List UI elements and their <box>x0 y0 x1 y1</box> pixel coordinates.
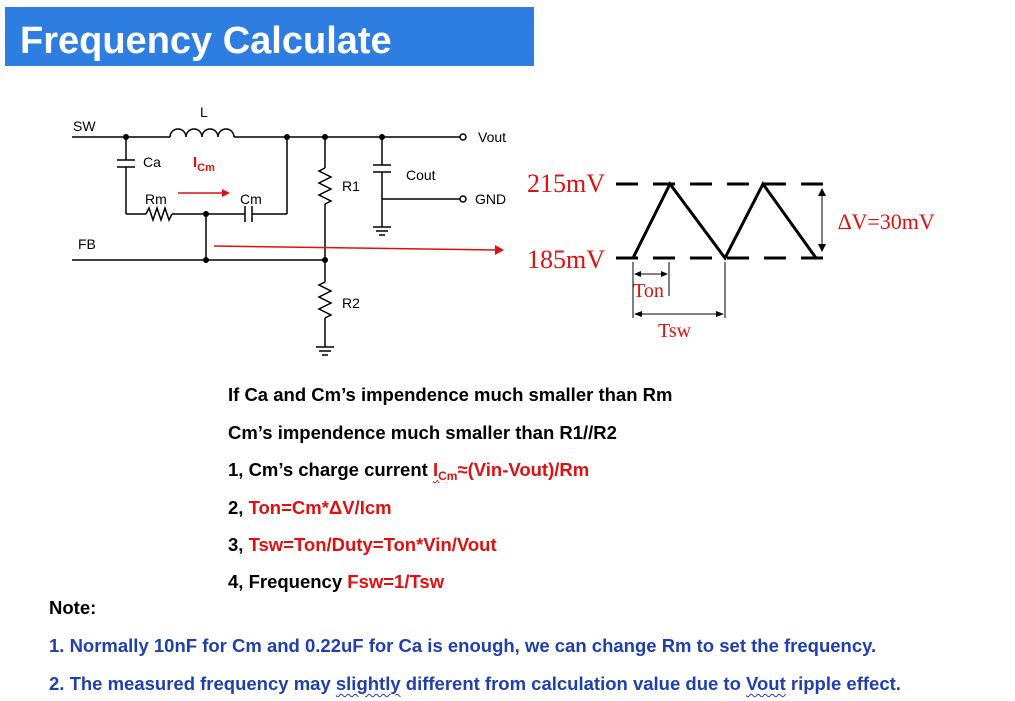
formula-line-4 <box>228 571 444 593</box>
page-title: Frequency Calculate <box>20 20 392 62</box>
waveform-level-lines <box>616 184 830 258</box>
circuit-wires <box>72 129 460 355</box>
formula-1-expression: ≈(Vin-Vout)/Rm <box>457 459 590 480</box>
ca-label: Ca <box>143 154 161 170</box>
formula-line-3 <box>228 534 497 556</box>
high-level-label: 215mV <box>527 169 605 198</box>
formula-line-2 <box>228 497 392 519</box>
tsw-label: Tsw <box>658 320 692 342</box>
fb-label: FB <box>78 236 96 252</box>
rm-label: Rm <box>145 191 167 207</box>
formula-2-prefix: 2, <box>228 497 249 518</box>
resistor-r1-symbol <box>319 168 331 204</box>
ton-label: Ton <box>633 280 664 302</box>
formula-1-current: $I_{Cm}$ <box>432 459 458 483</box>
formula-4-prefix: 4, Frequency <box>228 571 348 592</box>
formula-1-prefix: 1, Cm’s charge current <box>228 459 433 480</box>
cm-label: Cm <box>240 191 262 207</box>
formula-line-1 <box>228 459 589 481</box>
resistor-rm-symbol <box>146 208 172 220</box>
formula-2-expression: Ton=Cm*ΔV/Icm <box>248 497 392 518</box>
note-title: Note: <box>49 597 97 618</box>
vout-terminal <box>460 134 466 140</box>
formula-3-expression: Tsw=Ton/Duty=Ton*Vin/Vout <box>248 534 497 555</box>
low-level-label: 185mV <box>527 245 605 274</box>
r1-label: R1 <box>342 178 360 194</box>
gnd-label: GND <box>475 191 507 207</box>
condition-line-1: If Ca and Cm’s impendence much smaller than Rm <box>228 384 673 405</box>
inductor-symbol <box>170 129 234 137</box>
ripple-waveform <box>527 169 935 342</box>
resistor-r2-symbol <box>319 282 331 318</box>
note-line-2: 2. The measured frequency may slightly different from calculation value due to Vout ripple effect. <box>49 673 901 694</box>
gnd-terminal <box>460 196 466 202</box>
formula-4-expression: Fsw=1/Tsw <box>347 571 445 592</box>
note-line-1: 1. Normally 10nF for Cm and 0.22uF for Ca is enough, we can change Rm to set the frequency. <box>49 635 877 656</box>
sw-label: SW <box>73 118 96 134</box>
condition-line-2: Cm’s impendence much smaller than R1//R2 <box>228 422 617 443</box>
icm-label: $I_{Cm}$ <box>193 154 215 174</box>
cout-label: Cout <box>406 167 436 183</box>
delta-v-label: ∆V=30mV <box>838 209 935 234</box>
waveform-triangle <box>633 184 816 258</box>
inductor-label: L <box>200 104 208 120</box>
vout-label: Vout <box>478 129 507 145</box>
formula-3-prefix: 3, <box>228 534 249 555</box>
r2-label: R2 <box>342 295 360 311</box>
